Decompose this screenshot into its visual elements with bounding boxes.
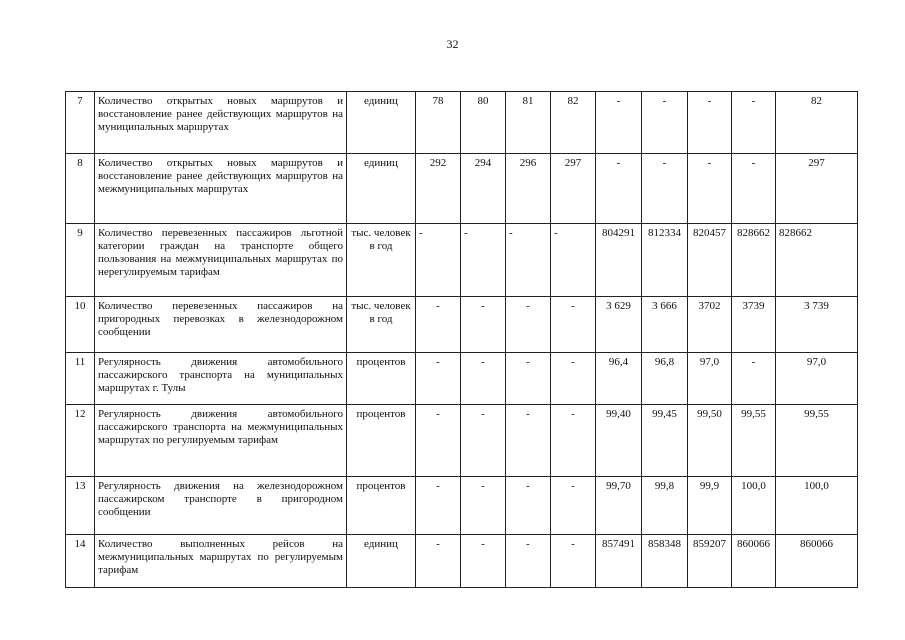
value-cell: - bbox=[416, 297, 461, 353]
value-cell: 3 629 bbox=[596, 297, 642, 353]
table-body bbox=[66, 92, 858, 588]
value-cell: - bbox=[551, 353, 596, 405]
table-row bbox=[66, 477, 858, 535]
unit-cell: единиц bbox=[347, 535, 416, 588]
value-cell: - bbox=[732, 353, 776, 405]
value-cell: 82 bbox=[551, 92, 596, 154]
value-cell: 99,50 bbox=[688, 405, 732, 477]
indicator-name-cell: Регулярность движения на железнодорожном пассажирском транспорте в пригородном сообщении bbox=[95, 477, 347, 535]
indicator-name-cell: Количество выполненных рейсов на межмуниципальных маршрутах по регулируемым тарифам bbox=[95, 535, 347, 588]
value-cell: - bbox=[506, 535, 551, 588]
indicator-name-cell: Количество открытых новых маршрутов и восстановление ранее действующих маршрутов на межмуниципальных маршрутах bbox=[95, 154, 347, 224]
value-cell: - bbox=[688, 154, 732, 224]
value-cell: - bbox=[551, 535, 596, 588]
value-cell: - bbox=[506, 353, 551, 405]
value-cell: - bbox=[416, 535, 461, 588]
value-cell: - bbox=[416, 477, 461, 535]
value-cell: 99,8 bbox=[642, 477, 688, 535]
value-cell: - bbox=[461, 477, 506, 535]
value-cell: - bbox=[596, 154, 642, 224]
unit-cell: процентов bbox=[347, 477, 416, 535]
value-cell: 82 bbox=[776, 92, 858, 154]
row-number-cell: 10 bbox=[66, 297, 95, 353]
value-cell: - bbox=[461, 224, 506, 297]
unit-cell: тыс. человек в год bbox=[347, 297, 416, 353]
value-cell: 99,45 bbox=[642, 405, 688, 477]
value-cell: 294 bbox=[461, 154, 506, 224]
value-cell: - bbox=[461, 297, 506, 353]
value-cell: 99,55 bbox=[776, 405, 858, 477]
table-row bbox=[66, 154, 858, 224]
value-cell: 99,40 bbox=[596, 405, 642, 477]
unit-cell: единиц bbox=[347, 154, 416, 224]
value-cell: 820457 bbox=[688, 224, 732, 297]
value-cell: 828662 bbox=[776, 224, 858, 297]
value-cell: - bbox=[506, 477, 551, 535]
value-cell: - bbox=[416, 353, 461, 405]
value-cell: 81 bbox=[506, 92, 551, 154]
table-row bbox=[66, 224, 858, 297]
value-cell: - bbox=[461, 405, 506, 477]
indicator-name-cell: Регулярность движения автомобильного пассажирского транспорта на межмуниципальных маршрутах по регулируемым тарифам bbox=[95, 405, 347, 477]
indicators-table bbox=[65, 91, 858, 588]
row-number-cell: 7 bbox=[66, 92, 95, 154]
table-row bbox=[66, 535, 858, 588]
unit-cell: тыс. человек в год bbox=[347, 224, 416, 297]
value-cell: 97,0 bbox=[688, 353, 732, 405]
value-cell: 292 bbox=[416, 154, 461, 224]
value-cell: 78 bbox=[416, 92, 461, 154]
row-number-cell: 14 bbox=[66, 535, 95, 588]
value-cell: 3739 bbox=[732, 297, 776, 353]
value-cell: 3702 bbox=[688, 297, 732, 353]
value-cell: 97,0 bbox=[776, 353, 858, 405]
value-cell: 100,0 bbox=[732, 477, 776, 535]
value-cell: 3 666 bbox=[642, 297, 688, 353]
page-number: 32 bbox=[446, 37, 459, 51]
indicator-name-cell: Количество перевезенных пассажиров на пригородных перевозках в железнодорожном сообщении bbox=[95, 297, 347, 353]
value-cell: 99,55 bbox=[732, 405, 776, 477]
value-cell: - bbox=[642, 92, 688, 154]
value-cell: 96,4 bbox=[596, 353, 642, 405]
value-cell: - bbox=[596, 92, 642, 154]
value-cell: - bbox=[732, 154, 776, 224]
row-number-cell: 12 bbox=[66, 405, 95, 477]
value-cell: 859207 bbox=[688, 535, 732, 588]
row-number-cell: 8 bbox=[66, 154, 95, 224]
value-cell: 858348 bbox=[642, 535, 688, 588]
table-row bbox=[66, 297, 858, 353]
value-cell: 80 bbox=[461, 92, 506, 154]
indicator-name-cell: Количество перевезенных пассажиров льготной категории граждан на транспорте общего пользования на межмуниципальных маршрутах по нерегулируемым тарифам bbox=[95, 224, 347, 297]
value-cell: - bbox=[551, 224, 596, 297]
value-cell: 96,8 bbox=[642, 353, 688, 405]
value-cell: 828662 bbox=[732, 224, 776, 297]
unit-cell: процентов bbox=[347, 353, 416, 405]
value-cell: - bbox=[506, 405, 551, 477]
value-cell: 297 bbox=[551, 154, 596, 224]
value-cell: 860066 bbox=[732, 535, 776, 588]
value-cell: - bbox=[551, 297, 596, 353]
value-cell: - bbox=[506, 224, 551, 297]
value-cell: - bbox=[416, 224, 461, 297]
indicator-name-cell: Количество открытых новых маршрутов и восстановление ранее действующих маршрутов на муниципальных маршрутах bbox=[95, 92, 347, 154]
table-row bbox=[66, 405, 858, 477]
value-cell: 3 739 bbox=[776, 297, 858, 353]
value-cell: 100,0 bbox=[776, 477, 858, 535]
value-cell: 99,70 bbox=[596, 477, 642, 535]
value-cell: - bbox=[642, 154, 688, 224]
value-cell: - bbox=[461, 535, 506, 588]
value-cell: - bbox=[416, 405, 461, 477]
value-cell: 812334 bbox=[642, 224, 688, 297]
value-cell: - bbox=[461, 353, 506, 405]
value-cell: 804291 bbox=[596, 224, 642, 297]
value-cell: 99,9 bbox=[688, 477, 732, 535]
value-cell: 857491 bbox=[596, 535, 642, 588]
row-number-cell: 13 bbox=[66, 477, 95, 535]
value-cell: 860066 bbox=[776, 535, 858, 588]
value-cell: - bbox=[732, 92, 776, 154]
unit-cell: процентов bbox=[347, 405, 416, 477]
table-row bbox=[66, 92, 858, 154]
row-number-cell: 9 bbox=[66, 224, 95, 297]
value-cell: - bbox=[551, 405, 596, 477]
row-number-cell: 11 bbox=[66, 353, 95, 405]
value-cell: - bbox=[551, 477, 596, 535]
value-cell: - bbox=[688, 92, 732, 154]
table-row bbox=[66, 353, 858, 405]
value-cell: - bbox=[506, 297, 551, 353]
value-cell: 297 bbox=[776, 154, 858, 224]
unit-cell: единиц bbox=[347, 92, 416, 154]
indicator-name-cell: Регулярность движения автомобильного пассажирского транспорта на муниципальных маршрутах г. Тулы bbox=[95, 353, 347, 405]
value-cell: 296 bbox=[506, 154, 551, 224]
